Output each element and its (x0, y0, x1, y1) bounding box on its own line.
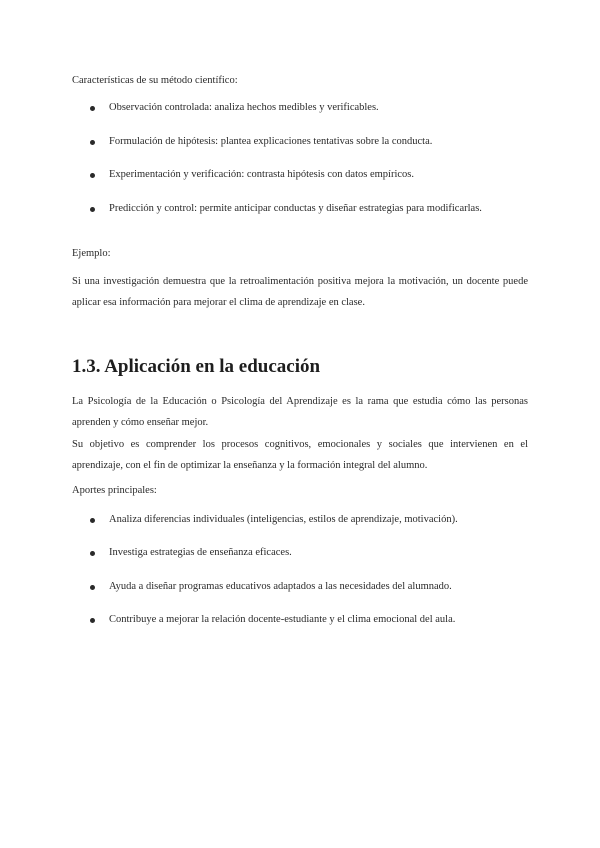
contributions-heading: Aportes principales: (72, 485, 157, 496)
features-heading: Características de su método científico: (72, 75, 238, 86)
bullet-icon (90, 551, 95, 556)
bullet-icon (90, 618, 95, 623)
section-paragraph: Su objetivo es comprender los procesos cognitivos, emocionales y sociales que intervienen en el aprendizaje, con el fin de optimizar la enseñanza y la formación integral del alumno. (72, 439, 528, 471)
example-paragraph: Si una investigación demuestra que la retroalimentación positiva mejora la motivación, un docente puede aplicar esa información para mejorar el clima de aprendizaje en clase. (72, 276, 528, 308)
bullet-icon (90, 106, 95, 111)
bullet-icon (90, 140, 95, 145)
example-label: Ejemplo: (72, 248, 111, 259)
section-title: 1.3. Aplicación en la educación (72, 356, 321, 377)
bullet-icon (90, 173, 95, 178)
bullet-icon (90, 585, 95, 590)
bullet-icon (90, 518, 95, 523)
bullet-icon (90, 207, 95, 212)
section-paragraph: La Psicología de la Educación o Psicología del Aprendizaje es la rama que estudia cómo las personas aprenden y cómo enseñar mejor. (72, 396, 528, 428)
